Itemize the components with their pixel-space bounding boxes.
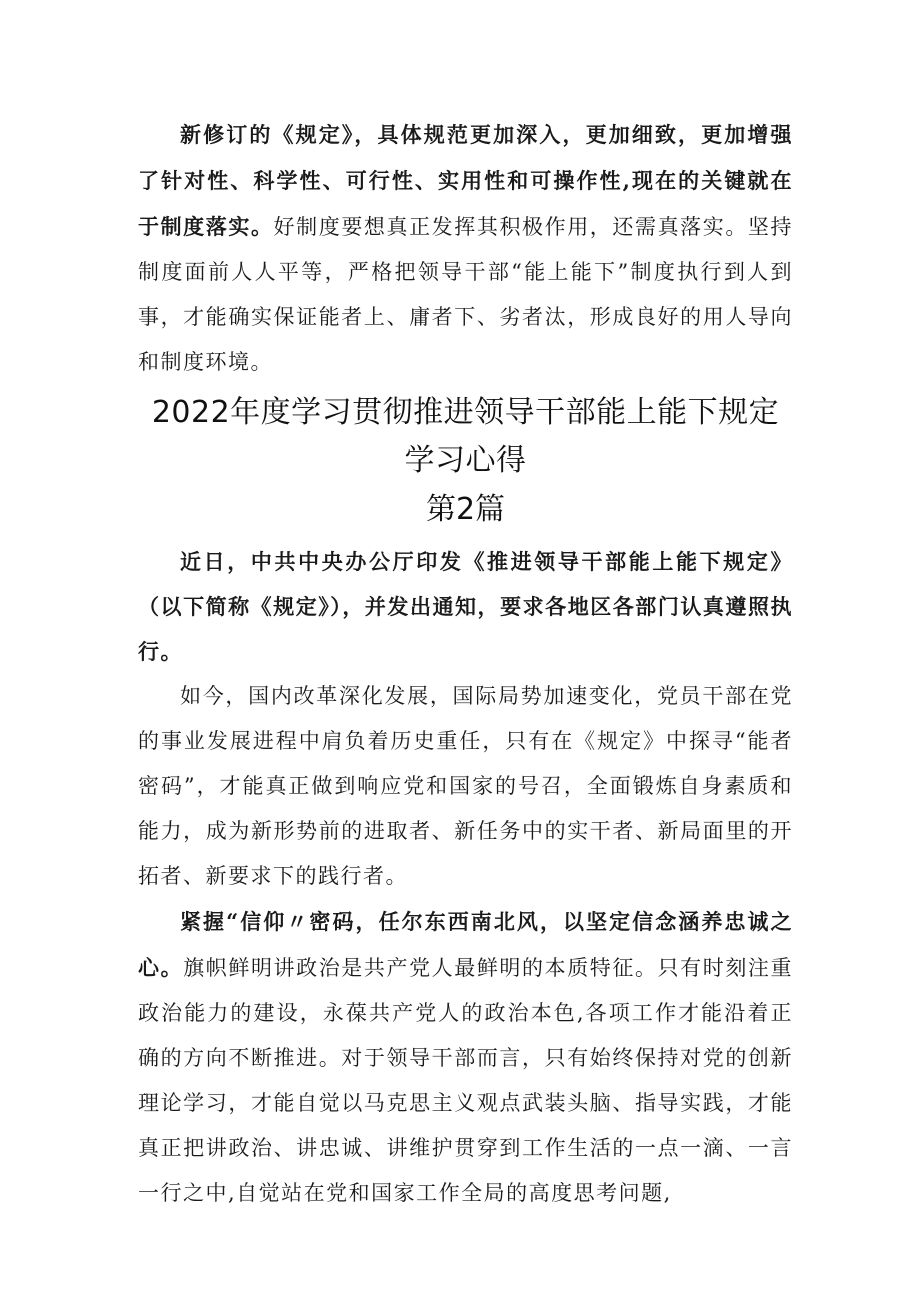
paragraph-4-text: 旗帜鲜明讲政治是共产党人最鲜明的本质特征。只有时刻注重政治能力的建设，永葆共产党人的政治本色,各项工作才能沿着正确的方向不断推进。对于领导干部而言，只有始终保持对党的创新理论学习，才能自觉以马克思主义观点武装头脑、指导实践，才能真正把讲政治、讲忠诚、讲维护贯穿到工作生活的一点一滴、一言一行之中,自觉站在党和国家工作全局的高度思考问题, <box>138 956 794 1205</box>
article-number: 第2篇 <box>425 492 506 527</box>
article-title: 2022年度学习贯彻推进领导干部能上能下规定学习心得 <box>151 395 780 478</box>
paragraph-1-text: 好制度要想真正发挥其积极作用，还需真落实。坚持制度面前人人平等，严格把领导干部“能上能下”制度执行到人到事，才能确实保证能者上、庸者下、劣者汰，形成良好的用人导向和制度环境。 <box>138 215 794 374</box>
document-page <box>138 112 793 1216</box>
paragraph-2: 近日，中共中央办公厅印发《推进领导干部能上能下规定》（以下简称《规定》），并发出通知，要求各地区各部门认真遵照执行。 <box>138 549 793 664</box>
paragraph-1-bold: 新修订的《规定》，具体规范更加深入，更加细致，更加增强了针对性、科学性、可行性、实用性和可操作性,现在的关键就在于制度落实。 <box>138 122 793 239</box>
paragraph-4-bold: 紧握“信仰〃密码，任尔东西南北风，以坚定信念涵养忠诚之心。 <box>138 909 793 980</box>
paragraph-4 <box>138 899 793 1216</box>
paragraph-1 <box>138 112 793 385</box>
paragraph-3: 如今，国内改革深化发展，国际局势加速变化，党员干部在党的事业发展进程中肩负着历史重任，只有在《规定》中探寻“能者密码”，才能真正做到响应党和国家的号召，全面锻炼自身素质和能力，成为新形势前的进取者、新任务中的实干者、新局面里的开拓者、新要求下的践行者。 <box>138 684 793 888</box>
